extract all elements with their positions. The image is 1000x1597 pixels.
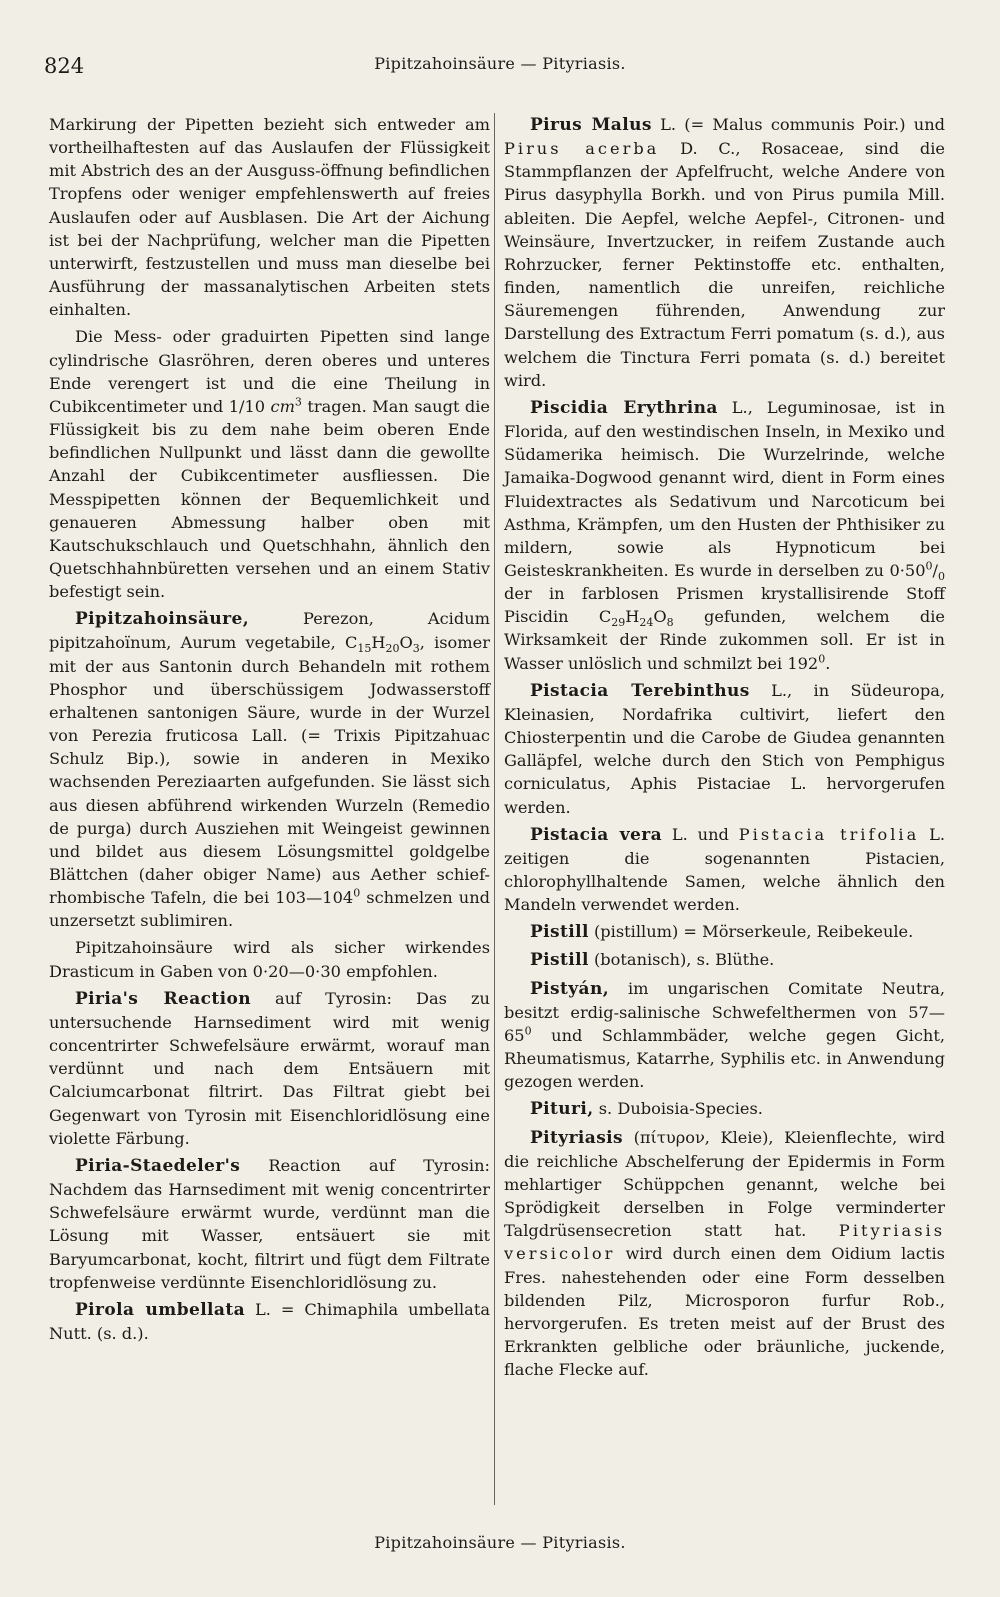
entry-pityriasis: Pityriasis (πίτυρον, Kleie), Kleienflechte, wird die reichliche Abschelferung der Epidermis in Form mehlartiger Schüppchen genannt, welche bei Sprödigkeit derselben in Folge verminderter Talgdrüsensecretion statt hat. Pityriasis versicolor wird durch einen dem Oidium lactis Fres. nahestehenden oder eine Form desselben bildenden Pilz, Microsporon furfur Rob., hervorgerufen. Es treten meist auf der Brust des Erkrankten gelbliche oder bräunliche, juckende, flache Flecke auf. (504, 1127, 945, 1380)
right-column (504, 113, 945, 1385)
entry-pipitzahoinsaeure: Pipitzahoinsäure, Perezon, Acidum pipitzahoïnum, Aurum vegetabile, $C_{15}H_{20}O_3$, isomer mit der aus Santonin durch Behandeln mit rothem Phosphor und überschüssigem Jodwasserstoff erhaltenen santonigen Säure, wurde in der Wurzel von Perezia fruticosa Lall. (= Trixis Pipitzahuac Schulz Bip.), sowie in anderen in Mexiko wachsenden Pereziaarten aufgefunden. Sie lässt sich aus diesen abführend wirkenden Wurzeln (Remedio de purga) durch Ausziehen mit Weingeist gewinnen und bildet aus diesem Lösungsmittel goldgelbe Blättchen (daher obiger Name) aus Aether schief-rhombische Tafeln, die bei $103—104^0$ schmelzen und unzersetzt sublimiren. (49, 609, 490, 931)
entry-headword: Pirus Malus (530, 115, 652, 135)
paragraph-pipitz-dosage: Pipitzahoinsäure wird als sicher wirkendes Drasticum in Gaben von 0·20—0·30 empfohlen. (49, 938, 490, 981)
entry-headword: Pistacia Terebinthus (530, 680, 750, 701)
footer-running-title: Pipitzahoinsäure — Pityriasis. (374, 1533, 626, 1552)
paragraph-pipetten-markirung: Markirung der Pipetten bezieht sich entweder am vortheilhaftesten auf das Auslaufen der Flüssigkeit mit Abstrich des an der Ausguss-öffnung befindlichen Tropfens oder weniger empfehlenswerth auf freies Auslaufen oder auf Ausblasen. Die Art der Aichung ist bei der Nachprüfung, welcher man die Pipetten unterwirft, festzustellen und muss man dieselbe bei Ausführung der massanalytischen Arbeiten stets einhalten. (49, 115, 490, 320)
entry-pirus-malus: Pirus Malus L. (= Malus communis Poir.) und Pirus acerba D. C., Rosaceae, sind die Stammpflanzen der Apfelfrucht, welche Andere von Pirus dasyphylla Borkh. und von Pirus pumila Mill. ableiten. Die Aepfel, welche Aepfel-, Citronen- und Weinsäure, Invertzucker, in reifem Zustande auch Rohrzucker, ferner Pektinstoffe etc. enthalten, finden, namentlich die unreifen, reichliche Säuremengen führenden, Anwendung zur Darstellung des Extractum Ferri pomatum (s. d.), aus welchem die Tinctura Ferri pomata (s. d.) bereitet wird. (504, 115, 946, 390)
entry-piria-reaction: Piria's Reaction auf Tyrosin: Das zu untersuchende Harnsediment wird mit wenig concentrirter Schwefelsäure erwärmt, worauf man verdünnt und nach dem Entsäuern mit Calciumcarbonat filtrirt. Das Filtrat giebt bei Gegenwart von Tyrosin mit Eisenchloridlösung eine violette Färbung. (49, 988, 490, 1148)
page-number: 824 (44, 54, 85, 78)
entry-headword: Pituri, (530, 1099, 594, 1120)
entry-headword: Pistyán, (530, 978, 610, 999)
entry-pistacia-vera: Pistacia vera L. und Pistacia trifolia L. zeitigen die sogenannten Pistacien, chlorophyllhaltende Samen, welche ähnlich den Mandeln verwendet werden. (504, 824, 946, 915)
entry-piscidia-erythrina: Piscidia Erythrina L., Leguminosae, ist in Florida, auf den westindischen Inseln, in Mexiko und Südamerika heimisch. Die Wurzelrinde, welche Jamaika-Dogwood genannt wird, dient in Form eines Fluidextractes als Sedativum und Narcoticum bei Asthma, Krämpfen, um den Husten der Phthisiker zu mildern, sowie als Hypnoticum bei Geisteskrankheiten. Es wurde in derselben zu $0\cdot 50^0/_0$ der in farblosen Prismen krystallisirende Stoff Piscidin $C_{29}H_{24}O_8$ gefunden, welchem die Wirksamkeit der Rinde zukommen soll. Er ist in Wasser unlöslich und schmilzt bei $192^0$. (504, 397, 945, 673)
entry-headword: Piscidia Erythrina (530, 397, 718, 418)
entry-headword: Pityriasis (530, 1127, 624, 1148)
entry-piria-staedeler: Piria-Staedeler's Reaction auf Tyrosin: Nachdem das Harnsediment mit wenig concentrirter Schwefelsäure erwärmt wurde, verdünnt man die Lösung mit Wasser, entsäuert sie mit Baryumcarbonat, kocht, filtrirt und fügt dem Filtrate tropfenweise verdünnte Eisenchloridlösung zu. (49, 1155, 490, 1292)
entry-pirola-umbellata: Pirola umbellata L. = Chimaphila umbellata Nutt. (s. d.). (49, 1299, 490, 1343)
entry-headword: Piria-Staedeler's (75, 1155, 241, 1176)
entry-headword: Piria's Reaction (75, 988, 251, 1009)
paragraph-messpipetten: Die Mess- oder graduirten Pipetten sind lange cylindrische Glasröhren, deren oberes und unteres Ende verengert ist und die eine Theilung in Cubikcentimeter und 1/10 $cm^3$ tragen. Man saugt die Flüssigkeit bis zu dem nahe beim oberen Ende befindlichen Nullpunkt und lässt dann die gewollte Anzahl der Cubikcentimeter ausfliessen. Die Messpipetten können der Bequemlichkeit und genaueren Abmessung halber oben mit Kautschukschlauch und Quetschhahn, ähnlich den Quetschhahnbüretten versehen und an einem Stativ befestigt sein. (49, 327, 491, 602)
entry-pistyan: Pistyán, im ungarischen Comitate Neutra, besitzt erdig-salinische Schwefelthermen von $57—65^0$ und Schlammbäder, welche gegen Gicht, Rheumatismus, Katarrhe, Syphilis etc. in Anwendung gezogen werden. (504, 978, 945, 1092)
entry-pistill-moerserkeule: Pistill (pistillum) = Mörserkeule, Reibekeule. (530, 922, 914, 943)
entry-headword: Pistacia vera (530, 824, 663, 845)
entry-pituri: Pituri, s. Duboisia-Species. (530, 1099, 763, 1120)
entry-pistill-botanisch: Pistill (botanisch), s. Blüthe. (530, 950, 775, 971)
entry-headword: Pistill (530, 950, 589, 971)
entry-headword: Pipitzahoinsäure, (75, 609, 250, 630)
column-divider (494, 113, 495, 1505)
running-head: Pipitzahoinsäure — Pityriasis. (374, 54, 626, 73)
left-column (49, 113, 490, 1349)
entry-headword: Pirola umbellata (75, 1299, 245, 1320)
entry-headword: Pistill (530, 922, 589, 943)
entry-pistacia-terebinthus: Pistacia Terebinthus L., in Südeuropa, Kleinasien, Nordafrika cultivirt, liefert den Chiosterpentin und die Carobe de Giudea genannten Galläpfel, welche durch den Stich von Pemphigus corniculatus, Aphis Pistaciae L. hervorgerufen werden. (504, 680, 945, 817)
